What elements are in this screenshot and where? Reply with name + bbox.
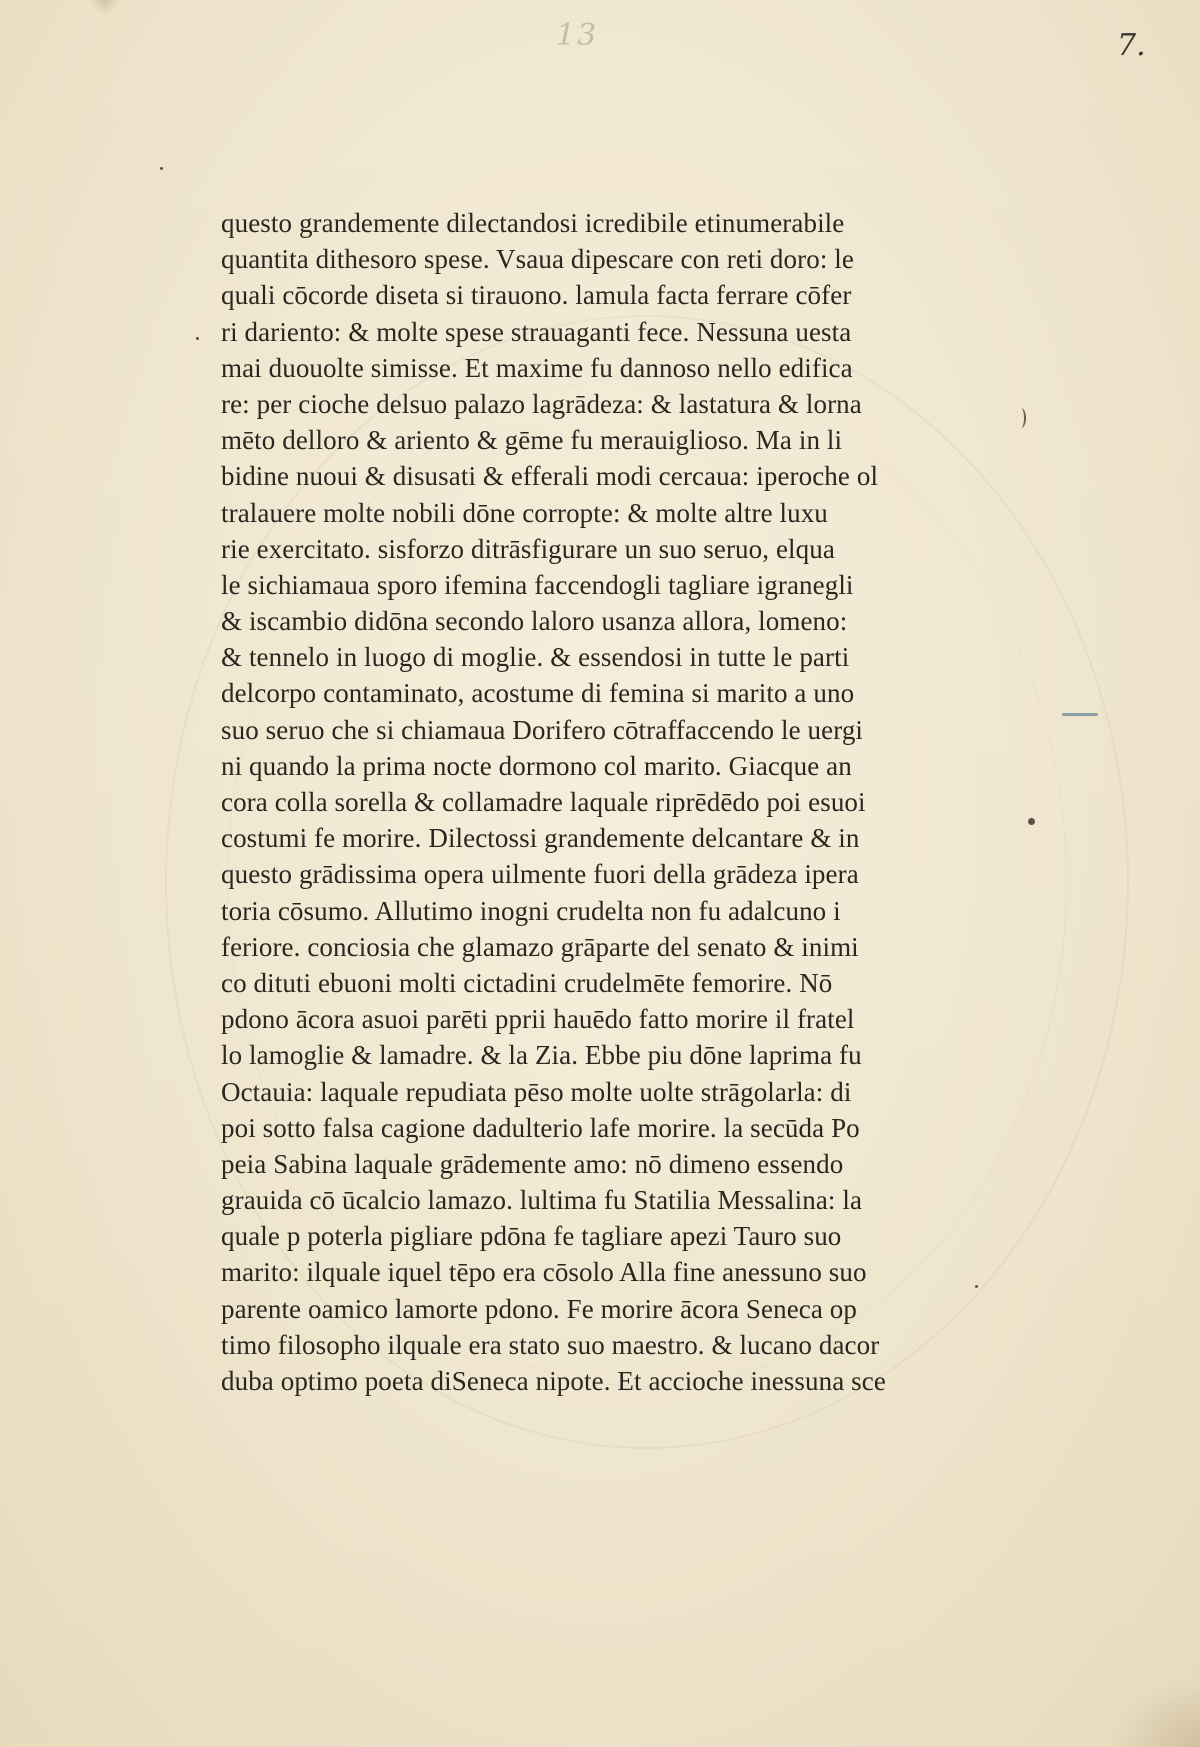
text-line: re: per cioche delsuo palazo lagrādeza: & lastatura & lorna bbox=[221, 388, 862, 419]
text-line: toria cōsumo. Allutimo inogni crudelta non fu adalcuno i bbox=[221, 895, 841, 926]
margin-dot bbox=[1028, 818, 1035, 825]
text-line: questo grandemente dilectandosi icredibile etinumerabile bbox=[221, 208, 845, 238]
text-line: bidine nuoui & disusati & efferali modi cercaua: iperoche ol bbox=[221, 461, 879, 492]
text-line: delcorpo contaminato, acostume di femina si marito a uno bbox=[221, 678, 855, 709]
text-line: Octauia: laquale repudiata pēso molte uolte strāgolarla: di bbox=[221, 1076, 852, 1107]
text-line: timo filosopho ilquale era stato suo maestro. & lucano dacor bbox=[221, 1329, 880, 1360]
text-line: mēto delloro & ariento & gēme fu merauiglioso. Ma in li bbox=[221, 425, 843, 456]
text-line: ri dariento: & molte spese strauaganti fece. Nessuna uesta bbox=[221, 316, 852, 347]
text-line: cora colla sorella & collamadre laquale riprēdēdo poi esuoi bbox=[221, 787, 866, 817]
text-line: poi sotto falsa cagione dadulterio lafe morire. la secūda Po bbox=[221, 1112, 860, 1143]
text-line: quantita dithesoro spese. Vsaua dipescare con reti doro: le bbox=[221, 244, 854, 275]
text-line: & iscambio didōna secondo laloro usanza allora, lomeno: bbox=[221, 606, 848, 637]
margin-dash-mark bbox=[1062, 713, 1098, 716]
margin-dot bbox=[160, 167, 163, 170]
text-line: mai duouolte simisse. Et maxime fu dannoso nello edifica bbox=[221, 352, 853, 383]
folio-number: 7. bbox=[1117, 28, 1146, 63]
text-line: lo lamoglie & lamadre. & la Zia. Ebbe piu dōne laprima fu bbox=[221, 1040, 862, 1071]
text-line: grauida cō ūcalcio lamazo. lultima fu Statilia Messalina: la bbox=[221, 1185, 863, 1216]
paper-stain bbox=[90, 0, 120, 14]
text-line: peia Sabina laquale grādemente amo: nō dimeno essendo bbox=[221, 1148, 844, 1179]
text-line: co dituti ebuoni molti cictadini crudelmēte femorire. Nō bbox=[221, 967, 833, 998]
text-line: quale p poterla pigliare pdōna fe tagliare apezi Tauro suo bbox=[221, 1221, 842, 1252]
text-line: feriore. conciosia che glamazo grāparte del senato & inimi bbox=[221, 931, 859, 962]
text-line: & tennelo in luogo di moglie. & essendosi in tutte le parti bbox=[221, 642, 850, 673]
pencil-folio-number: 13 bbox=[556, 18, 599, 53]
text-line: ni quando la prima nocte dormono col marito. Giacque an bbox=[221, 750, 852, 781]
text-block bbox=[221, 205, 981, 1399]
paper-stain bbox=[1110, 1677, 1200, 1747]
margin-dot bbox=[975, 1285, 978, 1288]
text-line: pdono ācora asuoi parēti pprii hauēdo fatto morire il fratel bbox=[221, 1004, 855, 1035]
text-line: questo grādissima opera uilmente fuori della grādeza ipera bbox=[221, 859, 859, 890]
text-line: costumi fe morire. Dilectossi grandemente delcantare & in bbox=[221, 823, 860, 854]
margin-dot bbox=[196, 337, 199, 340]
text-line: duba optimo poeta diSeneca nipote. Et accioche inessuna sce bbox=[221, 1366, 886, 1396]
text-line: marito: ilquale iquel tēpo era cōsolo Alla fine anessuno suo bbox=[221, 1257, 867, 1288]
text-line: parente oamico lamorte pdono. Fe morire ācora Seneca op bbox=[221, 1293, 857, 1324]
text-line: rie exercitato. sisforzo ditrāsfigurare un suo seruo, elqua bbox=[221, 533, 835, 564]
text-line: quali cōcorde diseta si tirauono. lamula facta ferrare cōfer bbox=[221, 280, 852, 311]
text-line: tralauere molte nobili dōne corropte: & molte altre luxu bbox=[221, 497, 828, 528]
text-line: le sichiamaua sporo ifemina faccendogli tagliare igranegli bbox=[221, 569, 854, 600]
margin-mark bbox=[1016, 408, 1026, 428]
text-line: suo seruo che si chiamaua Dorifero cōtraffaccendo le uergi bbox=[221, 714, 864, 745]
